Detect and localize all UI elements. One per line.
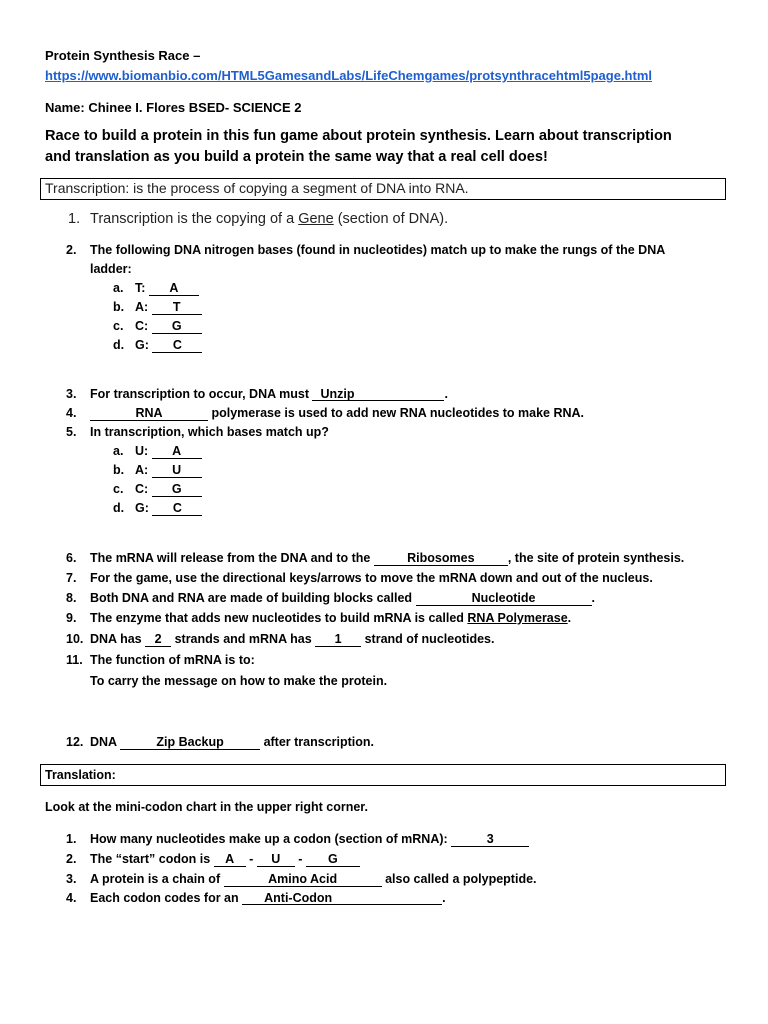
question-5-item-a: a. U: A <box>113 444 202 459</box>
answer-field: A <box>149 281 199 296</box>
question-2-item-c: c. C: G <box>113 319 202 334</box>
answer-codon-3: G <box>306 852 360 867</box>
question-3: 3. For transcription to occur, DNA must Unzip . <box>66 387 448 401</box>
game-link[interactable]: https://www.biomanbio.com/HTML5GamesandLabs/LifeChemgames/protsynthracehtml5page.html <box>45 68 653 83</box>
answer-field: U <box>152 463 202 478</box>
question-5: 5. In transcription, which bases match up? <box>66 425 329 439</box>
question-2-item-d: d. G: C <box>113 338 202 353</box>
question-6: 6. The mRNA will release from the DNA and to the Ribosomes , the site of protein synthesis. <box>66 551 685 565</box>
question-7: 7. For the game, use the directional keys/arrows to move the mRNA down and out of the nucleus. <box>66 571 653 585</box>
question-12: 12. DNA Zip Backup after transcription. <box>66 735 375 749</box>
answer-anti-codon: Anti-Codon <box>242 891 442 905</box>
question-2-item-a: a. T: A <box>113 281 199 296</box>
question-5-item-d: d. G: C <box>113 501 202 516</box>
answer-codon-1: A <box>214 852 246 867</box>
intro-line-1: Race to build a protein in this fun game about protein synthesis. Learn about transcription <box>45 128 672 144</box>
transcription-section-box <box>40 178 726 200</box>
transcription-definition: Transcription: is the process of copying a segment of DNA into RNA. <box>45 180 469 196</box>
answer-mrna-function: To carry the message on how to make the protein. <box>90 674 388 688</box>
question-5-item-b: b. A: U <box>113 463 202 478</box>
student-name: Name: Chinee I. Flores BSED- SCIENCE 2 <box>45 100 302 115</box>
question-4: 4. RNA polymerase is used to add new RNA nucleotides to make RNA. <box>66 406 585 420</box>
question-9: 9. The enzyme that adds new nucleotides to build mRNA is called RNA Polymerase. <box>66 611 572 625</box>
answer-dna-strands: 2 <box>145 632 171 647</box>
answer-codon-count: 3 <box>451 832 529 847</box>
translation-heading: Translation: <box>45 768 116 782</box>
translation-question-4: 4. Each codon codes for an Anti-Codon . <box>66 891 446 905</box>
answer-field: A <box>152 444 202 459</box>
question-8: 8. Both DNA and RNA are made of building blocks called Nucleotide . <box>66 591 595 605</box>
answer-ribosomes: Ribosomes <box>374 551 508 566</box>
answer-amino-acid: Amino Acid <box>224 872 382 887</box>
answer-field: G <box>152 482 202 497</box>
question-1: 1. Transcription is the copying of a Gene (section of DNA). <box>68 211 449 227</box>
codon-chart-note: Look at the mini-codon chart in the upper right corner. <box>45 800 368 814</box>
question-5-item-c: c. C: G <box>113 482 202 497</box>
answer-mrna-strands: 1 <box>315 632 361 647</box>
answer-codon-2: U <box>257 852 295 867</box>
answer-rna: RNA <box>90 406 208 421</box>
answer-nucleotide: Nucleotide <box>416 591 592 606</box>
answer-field: G <box>152 319 202 334</box>
answer-gene: Gene <box>298 211 334 227</box>
answer-zip-backup: Zip Backup <box>120 735 260 750</box>
answer-field: C <box>152 338 202 353</box>
translation-question-2: 2. The “start” codon is A - U - G <box>66 852 360 867</box>
answer-field: C <box>152 501 202 516</box>
translation-question-1: 1. How many nucleotides make up a codon (section of mRNA): 3 <box>66 832 529 847</box>
question-2-line-2: ladder: <box>90 262 132 276</box>
translation-section-box <box>40 764 726 786</box>
question-10: 10. DNA has 2 strands and mRNA has 1 strand of nucleotides. <box>66 632 495 646</box>
question-2: 2. The following DNA nitrogen bases (found in nucleotides) match up to make the rungs of the DNA <box>66 243 666 257</box>
translation-question-3: 3. A protein is a chain of Amino Acid also called a polypeptide. <box>66 872 537 886</box>
question-2-item-b: b. A: T <box>113 300 202 315</box>
intro-line-2: and translation as you build a protein the same way that a real cell does! <box>45 149 548 165</box>
answer-field: T <box>152 300 202 315</box>
question-11: 11. The function of mRNA is to: <box>66 653 255 667</box>
answer-rna-polymerase: RNA Polymerase <box>467 611 568 625</box>
answer-unzip: Unzip <box>312 387 444 401</box>
worksheet-title: Protein Synthesis Race – <box>45 48 201 63</box>
